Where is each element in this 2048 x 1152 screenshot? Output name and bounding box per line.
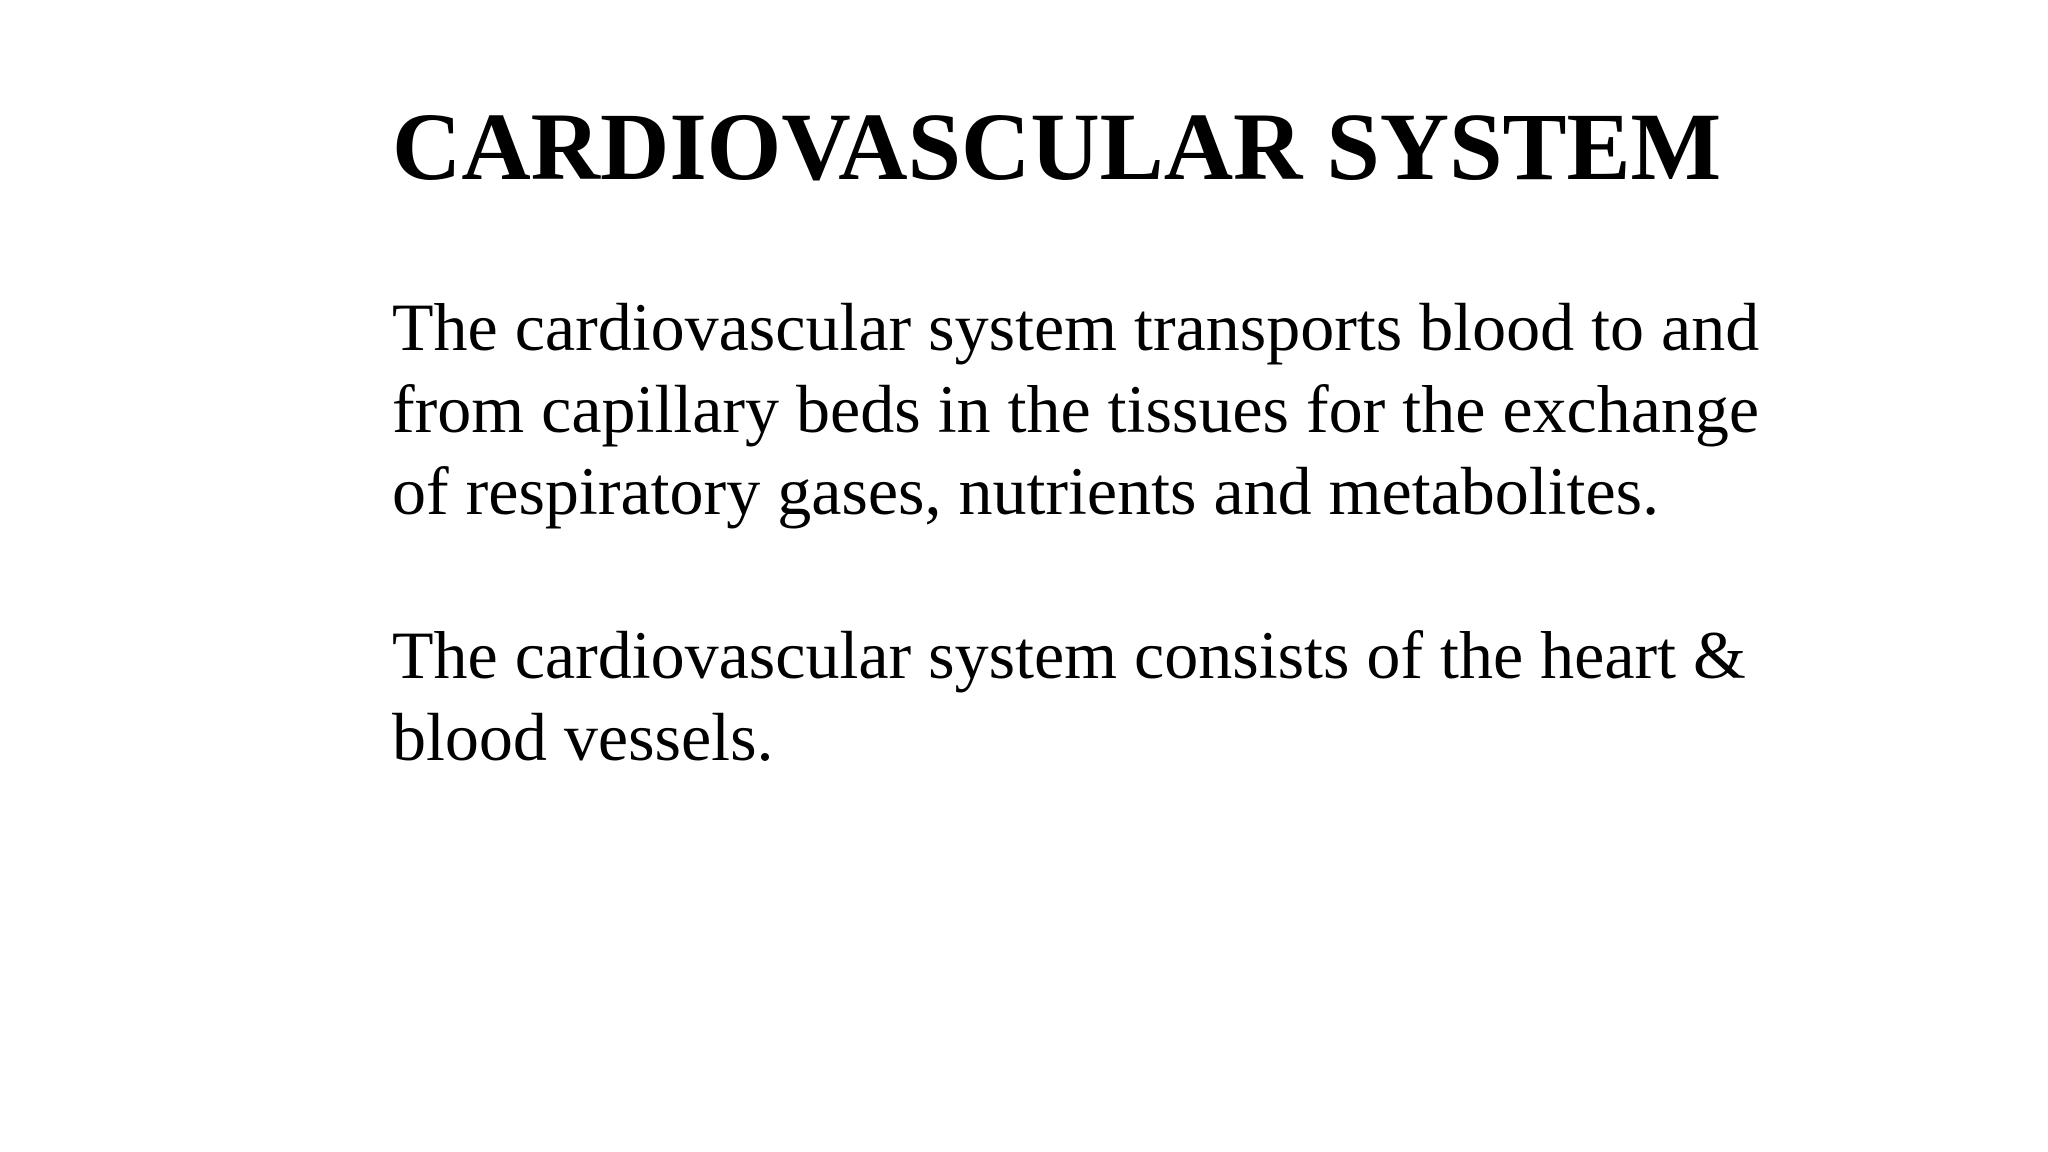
slide-body (392, 286, 1812, 778)
paragraph-composition: The cardiovascular system consists of the heart & blood vessels. (392, 617, 1746, 775)
paragraph-transport: The cardiovascular system transports blood to and from capillary beds in the tissues for the exchange of respiratory gases, nutrients and metabolites. (392, 289, 1760, 529)
slide-title: CARDIOVASCULAR SYSTEM (392, 93, 1722, 200)
